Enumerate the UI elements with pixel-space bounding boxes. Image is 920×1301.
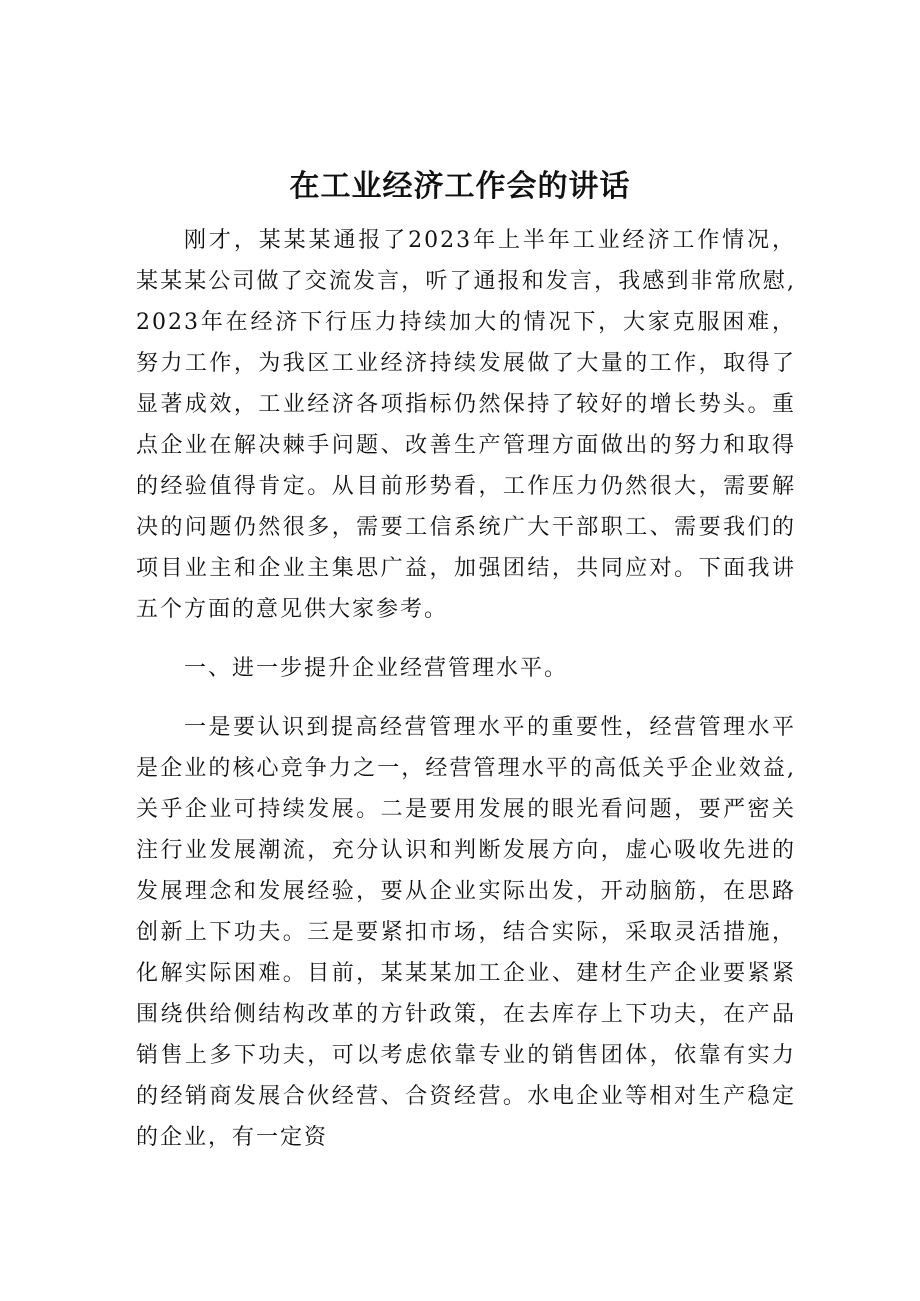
section-heading-1: 一、进一步提升企业经营管理水平。: [184, 656, 569, 681]
document-body: [136, 220, 796, 1158]
paragraph-intro: 刚才，某某某通报了2023年上半年工业经济工作情况，某某某公司做了交流发言，听了通报和发言，我感到非常欣慰,2023年在经济下行压力持续加大的情况下，大家克服困难，努力工作，为我区工业经济持续发展做了大量的工作，取得了显著成效，工业经济各项指标仍然保持了较好的增长势头。重点企业在解决棘手问题、改善生产管理方面做出的努力和取得的经验值得肯定。从目前形势看，工作压力仍然很大，需要解决的问题仍然很多，需要工信系统广大干部职工、需要我们的项目业主和企业主集思广益，加强团结，共同应对。下面我讲五个方面的意见供大家参考。: [136, 228, 796, 622]
document-title: 在工业经济工作会的讲话: [289, 169, 631, 204]
paragraph-section-1: 一是要认识到提高经营管理水平的重要性，经营管理水平是企业的核心竞争力之一，经营管理水平的高低关乎企业效益,关乎企业可持续发展。二是要用发展的眼光看问题，要严密关注行业发展潮流，充分认识和判断发展方向，虚心吸收先进的发展理念和发展经验，要从企业实际出发，开动脑筋，在思路创新上下功夫。三是要紧扣市场，结合实际，采取灵活措施，化解实际困难。目前，某某某加工企业、建材生产企业要紧紧围绕供给侧结构改革的方针政策，在去库存上下功夫，在产品销售上多下功夫，可以考虑依靠专业的销售团体，依靠有实力的经销商发展合伙经营、合资经营。水电企业等相对生产稳定的企业，有一定资: [136, 715, 796, 1150]
